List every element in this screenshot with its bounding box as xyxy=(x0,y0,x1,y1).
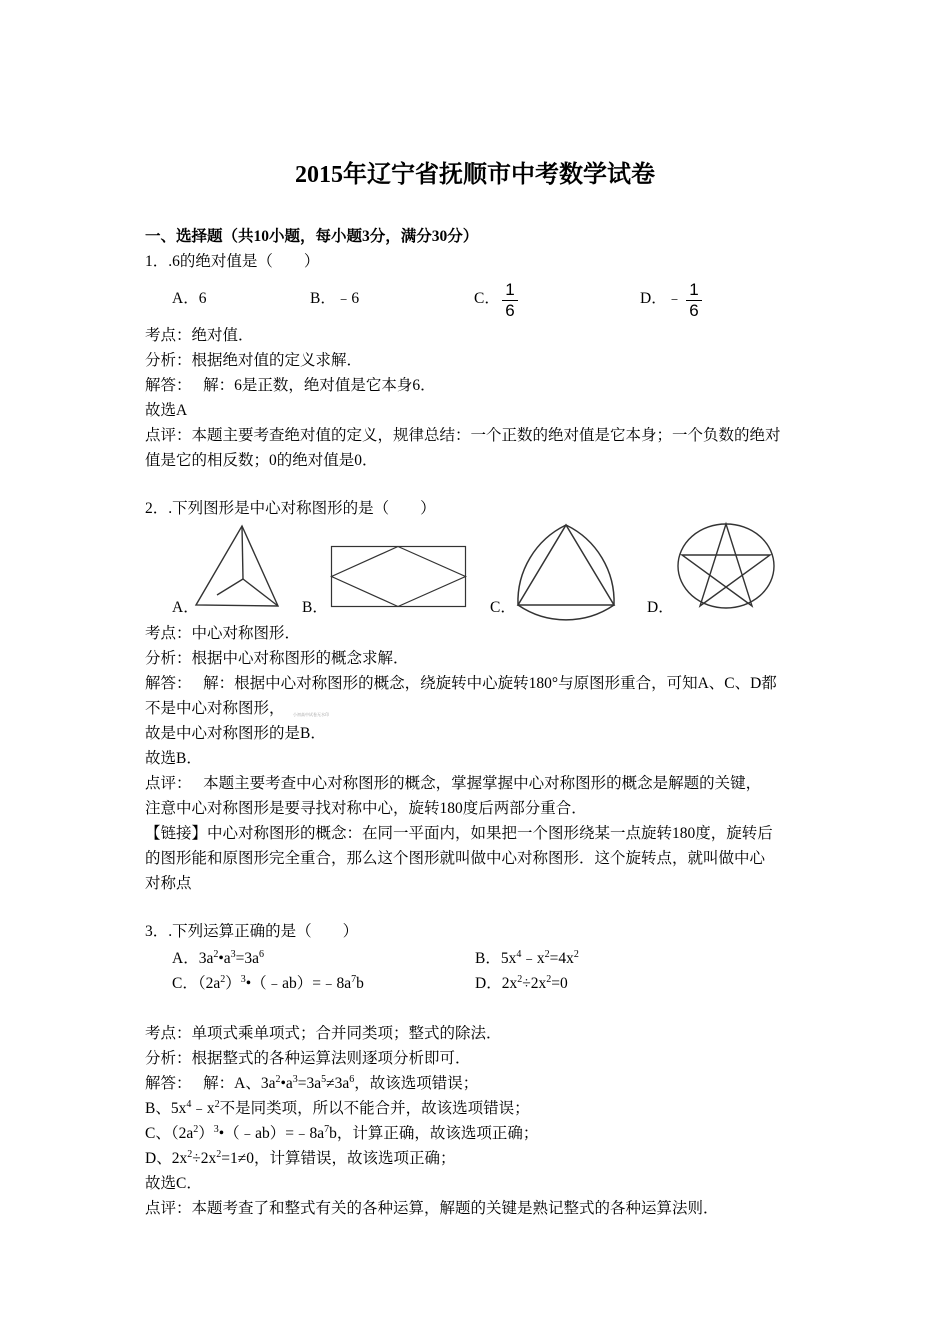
q2-figure-b-shape xyxy=(332,547,466,607)
q2-kaodian: 考点：中心对称图形． xyxy=(145,625,301,642)
watermark-text: 小初高中试卷无水印 xyxy=(293,712,329,717)
q3-option-c: C．$(2a^2)^3•(﹣ab)=﹣8a^7b$ xyxy=(172,974,364,992)
q3-option-d: D．$2x^2\div 2x^2=0$ xyxy=(475,974,568,992)
q2-figure-d xyxy=(676,522,776,610)
q2-fenxi: 分析：根据中心对称图形的概念求解． xyxy=(145,650,409,667)
q1-option-a: A．6 xyxy=(172,290,207,307)
q1-option-c-numerator: 1 xyxy=(505,280,515,299)
q2-figure-a-shape xyxy=(196,526,278,606)
q2-dianping-line1: 点评： 本题主要考查中心对称图形的概念，掌握掌握中心对称图形的概念是解题的关键， xyxy=(145,775,762,792)
page-title: 2015年辽宁省抚顺市中考数学试卷 xyxy=(295,162,655,188)
q1-option-c-label: C． xyxy=(474,290,500,307)
q1-jieda: 解答： 解：6是正数，绝对值是它本身6． xyxy=(145,377,436,394)
q2-jieda-line1: 解答： 解：根据中心对称图形的概念，绕旋转中心旋转180°与原图形重合，可知A、C、D都 xyxy=(145,675,777,692)
q2-link-line1: 【链接】中心对称图形的概念：在同一平面内，如果把一个图形绕某一点旋转180度，旋转后 xyxy=(145,825,773,842)
q2-figure-a xyxy=(195,524,285,609)
q1-dianping-line1: 点评：本题主要考查绝对值的定义，规律总结：一个正数的绝对值是它本身；一个负数的绝对 xyxy=(145,427,781,444)
q2-figure-d-shape xyxy=(678,524,774,608)
q2-jieda-line3: 故是中心对称图形的是B． xyxy=(145,725,326,742)
q1-option-d-denominator: 6 xyxy=(689,301,699,320)
q2-option-a-label: A． xyxy=(172,599,199,616)
q3-jieda-a: 解答： 解：A、$3a^2•a^3=3a^5\ne 3a^6$，故该选项错误； xyxy=(145,1074,479,1092)
q2-link-line3: 对称点 xyxy=(145,875,192,892)
q2-option-d-label: D． xyxy=(647,599,674,616)
q1-answer: 故选A xyxy=(145,402,188,419)
q1-stem: 1．.6的绝对值是（ ） xyxy=(145,253,320,270)
q2-answer: 故选B． xyxy=(145,750,202,767)
q3-dianping: 点评：本题考查了和整式有关的各种运算，解题的关键是熟记整式的各种运算法则． xyxy=(145,1200,719,1217)
q3-kaodian: 考点：单项式乘单项式；合并同类项；整式的除法． xyxy=(145,1025,502,1042)
q2-option-c-label: C． xyxy=(490,599,516,616)
q2-link-line2: 的图形能和原图形完全重合，那么这个图形就叫做中心对称图形．这个旋转点，就叫做中心 xyxy=(145,850,766,867)
q1-dianping-line2: 值是它的相反数；0的绝对值是0． xyxy=(145,452,378,469)
q1-option-c-fraction xyxy=(502,281,518,320)
q2-figure-c xyxy=(516,523,616,613)
q1-fenxi: 分析：根据绝对值的定义求解． xyxy=(145,352,363,369)
q2-figure-c-shape xyxy=(518,525,614,620)
q3-option-a: A．$3a^2•a^3=3a^6$ xyxy=(172,949,265,967)
q3-stem: 3．.下列运算正确的是（ ） xyxy=(145,923,359,940)
q1-option-b: B．﹣6 xyxy=(310,290,360,307)
q1-kaodian: 考点：绝对值． xyxy=(145,327,254,344)
q3-fenxi: 分析：根据整式的各种运算法则逐项分析即可． xyxy=(145,1050,471,1067)
q2-jieda-line2: 不是中心对称图形， xyxy=(145,700,285,717)
q2-figure-b xyxy=(331,546,467,608)
q1-option-d-fraction xyxy=(686,281,702,320)
q2-dianping-line2: 注意中心对称图形是要寻找对称中心，旋转180度后两部分重合． xyxy=(145,800,587,817)
q2-option-b-label: B． xyxy=(302,599,328,616)
q1-option-c-denominator: 6 xyxy=(505,301,515,320)
q1-option-d-label: D．﹣ xyxy=(640,290,683,307)
q1-option-d-numerator: 1 xyxy=(689,280,699,299)
q3-jieda-d: D、$2x^2\div 2x^2=1\ne 0$，计算错误，故该选项正确； xyxy=(145,1149,456,1167)
q2-stem: 2．.下列图形是中心对称图形的是（ ） xyxy=(145,500,436,517)
q3-answer: 故选C． xyxy=(145,1175,202,1192)
q3-option-b: B．$5x^4﹣x^2=4x^2$ xyxy=(475,949,579,967)
q3-jieda-b: B、$5x^4﹣x^2$不是同类项，所以不能合并，故该选项错误； xyxy=(145,1099,530,1117)
q3-jieda-c: C、$(2a^2)^3•(﹣ab)=﹣8a^7b$，计算正确，故该选项正确； xyxy=(145,1124,539,1142)
section-heading-choice: 一、选择题（共10小题，每小题3分，满分30分） xyxy=(145,228,479,245)
